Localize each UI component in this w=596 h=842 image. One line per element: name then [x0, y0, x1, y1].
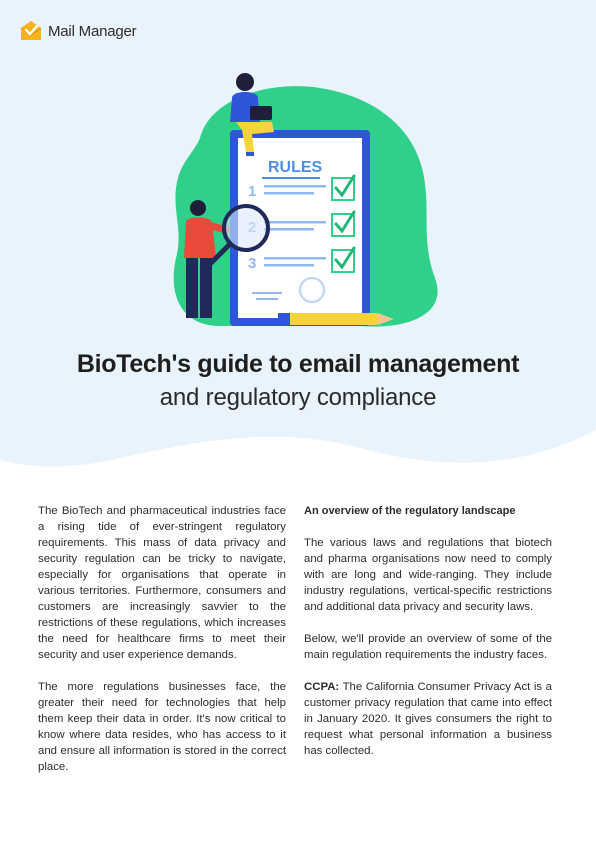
left-column [38, 503, 286, 791]
section-heading: An overview of the regulatory landscape [304, 505, 516, 517]
envelope-check-icon [20, 20, 42, 42]
rules-heading: RULES [268, 159, 323, 176]
rule-number-3: 3 [248, 255, 257, 272]
brand-logo[interactable] [20, 20, 136, 42]
ccpa-text: The California Consumer Privacy Act is a customer privacy regulation that came into effect in January 2020. It gives consumers the right to request what personal information a business has collected. [304, 681, 552, 757]
landscape-paragraph: The various laws and regulations that biotech and pharma organisations now need to comply with are long and wide-ranging. They include industry regulations, vertical-specific restrictions and additional data privacy and security laws. [304, 537, 552, 613]
page-title: BioTech's guide to email management [76, 350, 520, 378]
brand-name: Mail Manager [48, 22, 137, 40]
rules-illustration [160, 68, 450, 340]
intro-paragraph: The BioTech and pharmaceutical industries face a rising tide of ever-stringent regulatory requirements. This mass of data privacy and security regulation can be tricky to navigate, especially for organisations that operate in various territories. Furthermore, consumers and customers are increasingly savvier to the restrictions of these regulations, which increases the need for healthcare firms to meet their security and user experience demands. [38, 505, 286, 661]
right-column [304, 503, 552, 775]
ccpa-label: CCPA: [304, 681, 340, 693]
pencil-icon [278, 313, 394, 325]
page-subtitle: and regulatory compliance [159, 384, 437, 411]
overview-paragraph: Below, we'll provide an overview of some of the main regulation requirements the industry faces. [304, 633, 552, 661]
regulations-paragraph: The more regulations businesses face, the greater their need for technologies that help them keep their data in order. It's now critical to know where data resides, who has access to it and ensure all information is stored in the correct place. [38, 681, 286, 773]
ccpa-paragraph [304, 679, 552, 759]
rule-number-1: 1 [248, 183, 257, 200]
